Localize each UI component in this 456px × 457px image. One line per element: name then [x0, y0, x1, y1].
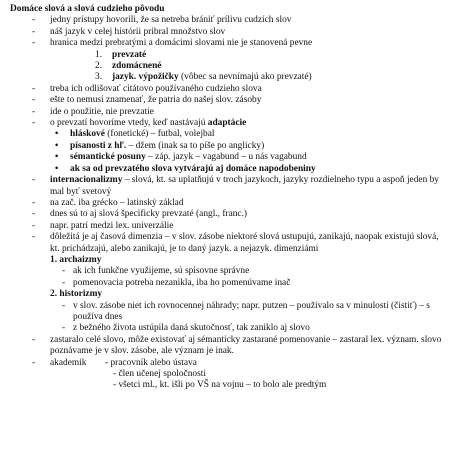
dash-marker: - — [32, 334, 36, 345]
dash-marker: - — [32, 38, 36, 49]
list-item — [10, 301, 450, 324]
bullet-item — [10, 129, 450, 140]
akademik-meaning: - pracovník alebo ústava — [105, 357, 197, 368]
list-item-text: jedny prístupy hovorili, že sa netreba brániť prílivu cudzích slov — [50, 15, 292, 26]
list-item-text: dôležitá je aj časová dimenzia – v slov. zásobe niektoré slová ustupujú, zanikajú, naopak existujú slová, kt. prichádzajú, alebo zanikajú, je to daný jazyk. a nejazyk. dimenziámi — [50, 232, 439, 254]
dash-marker: - — [32, 83, 36, 94]
dash-marker: - — [32, 209, 36, 220]
list-item-text: ide o použitie, nie prevzatie — [50, 106, 154, 117]
akademik-meaning-row — [10, 369, 450, 380]
list-item-text: pomenovacia potreba nezanikla, iba ho pomenúvame inač — [73, 277, 291, 288]
list-item — [10, 84, 450, 95]
akademik-meaning: - člen učenej spoločnosti — [113, 369, 206, 379]
dash-marker: - — [62, 300, 66, 311]
dash-marker: - — [62, 323, 66, 334]
numbered-item-text: zdomácnené — [112, 61, 162, 72]
bullet-marker: • — [55, 129, 59, 140]
list-item — [10, 107, 450, 118]
list-item — [10, 95, 450, 106]
bullet-marker: • — [55, 152, 59, 163]
numbered-item — [10, 72, 450, 83]
list-item-text: zastaralo celé slovo, môže existovať aj sémanticky zastarané pomenovanie – zastaral lex. význam. slovo poznávame je v slov. zásobe, ale význam je inak. — [50, 334, 442, 357]
list-item — [10, 175, 450, 198]
list-item-bold: internacionalizmy — [50, 175, 123, 186]
number-marker: 3. — [95, 72, 103, 83]
numbered-item — [10, 50, 450, 61]
bullet-item — [10, 141, 450, 152]
list-item — [10, 232, 450, 255]
dash-marker: - — [32, 357, 36, 368]
list-item-text: treba ich odlišovať citátovo používaného cudzieho slova — [50, 83, 262, 94]
bullet-marker: • — [55, 163, 59, 174]
list-item-bold: adaptácie — [207, 118, 247, 129]
akademik-entry — [10, 358, 450, 369]
list-item-text: napr. patrí medzi lex. univerzálie — [50, 220, 174, 231]
bullet-item-bold: hláskové — [70, 129, 105, 140]
list-item-text: dnes sú to aj slová špecificky prevzaté (angl., franc.) — [50, 209, 248, 220]
akademik-meaning-row — [10, 380, 450, 391]
numbered-item-text: (vôbec sa nevnímajú ako prevzaté) — [178, 72, 312, 83]
akademik-meaning: - všetci ml., kt. išli po VŠ na vojnu – to bolo ale predtým — [113, 380, 327, 391]
bullet-item — [10, 164, 450, 175]
list-item-text: náš jazyk v celej histórii pribral množstvo slov — [50, 26, 226, 37]
dash-marker: - — [32, 26, 36, 37]
bullet-item-text: – záp. jazyk – vagabund – u nás vagabund — [145, 152, 307, 163]
bullet-item-bold: ak sa od prevzatého slova vytvárajú aj domáce napodobeniny — [70, 163, 316, 174]
number-marker: 1. — [95, 49, 103, 60]
list-item — [10, 209, 450, 220]
subheading-historizmy: 2. historizmy — [50, 289, 103, 300]
akademik-label: akademik — [50, 357, 87, 368]
bullet-item-bold: sémantické posuny — [70, 152, 146, 163]
dash-marker: - — [32, 220, 36, 231]
list-item-text: na zač. iba grécko – latinský základ — [50, 197, 184, 208]
dash-marker: - — [32, 232, 36, 243]
dash-marker: - — [62, 266, 66, 277]
list-item — [10, 278, 450, 289]
bullet-item-bold: písanosti z hľ. — [70, 140, 127, 151]
numbered-item-bold: jazyk. výpožičky — [112, 72, 179, 83]
list-item — [10, 266, 450, 277]
dash-marker: - — [32, 106, 36, 117]
dash-marker: - — [32, 175, 36, 186]
dash-marker: - — [62, 277, 66, 288]
list-item-text: ak ich funkčne využijeme, sú spisovne správne — [73, 266, 250, 277]
numbered-item-text: prevzaté — [112, 49, 147, 60]
dash-marker: - — [32, 197, 36, 208]
dash-marker: - — [32, 95, 36, 106]
numbered-item — [10, 61, 450, 72]
list-item — [10, 335, 450, 358]
list-item — [10, 38, 450, 49]
list-item-text: z bežného života ustúpila daná skutočnosť, tak zaniklo aj slovo — [73, 323, 310, 334]
subheading-archaizmy: 1. archaizmy — [50, 254, 102, 265]
list-item-text: o prevzatí hovoríme vtedy, keď nastávajú — [50, 118, 208, 129]
number-marker: 2. — [95, 61, 103, 72]
document-heading: Domáce slová a slová cudzieho pôvodu — [10, 4, 165, 14]
bullet-item-text: (fonetické) – futbal, volejbal — [104, 129, 215, 140]
list-item-text: hranica medzi prebratými a domácimi slovami nie je stanovená pevne — [50, 38, 313, 49]
list-item — [10, 27, 450, 38]
list-item-text: ešte to nemusí znamenať, že patria do našej slov. zásoby — [50, 95, 262, 106]
dash-marker: - — [32, 118, 36, 129]
bullet-item-text: – džem (inak sa to píše po anglicky) — [126, 140, 265, 151]
list-item — [10, 323, 450, 334]
list-item — [10, 198, 450, 209]
list-item — [10, 221, 450, 232]
bullet-marker: • — [55, 140, 59, 151]
list-item-text: – slová, kt. sa uplatňujú v troch jazykoch, jazyky rozdielneho typu a aspoň jeden by mal byť svetový — [50, 175, 439, 197]
list-item — [10, 15, 450, 26]
dash-marker: - — [32, 15, 36, 26]
list-item — [10, 118, 450, 129]
bullet-item — [10, 152, 450, 163]
list-item-text: v slov. zásobe niet ich rovnocennej náhrady; napr. putzen – používalo sa v minulosti (čistiť) – s používa dnes — [73, 300, 430, 322]
